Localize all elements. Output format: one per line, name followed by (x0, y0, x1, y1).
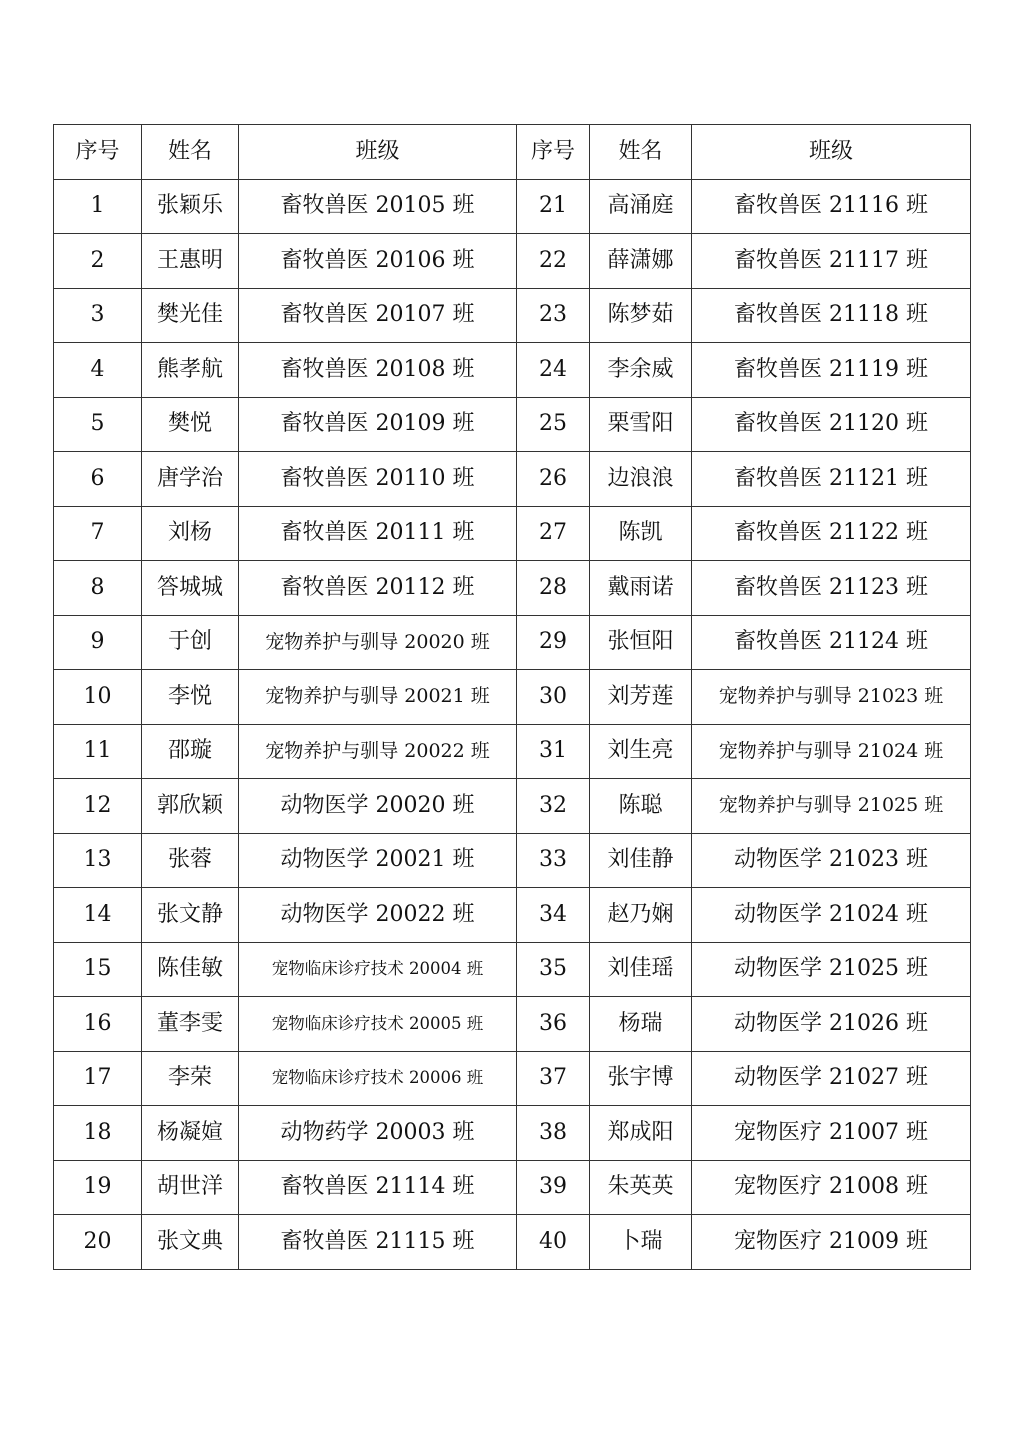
table-row (54, 942, 971, 997)
student-roster-table (53, 124, 971, 1270)
class-name-right: 畜牧兽医 21120 班 (692, 397, 971, 452)
class-name-left: 动物医学 20021 班 (239, 833, 517, 888)
class-name-left: 宠物养护与驯导 20022 班 (239, 724, 517, 779)
table-row (54, 234, 971, 289)
student-number-left: 12 (54, 779, 142, 834)
table-row (54, 1215, 971, 1270)
student-name-left: 董李雯 (142, 997, 239, 1052)
class-name-right: 宠物养护与驯导 21023 班 (692, 670, 971, 725)
class-name-right: 宠物养护与驯导 21024 班 (692, 724, 971, 779)
student-name-left: 张蓉 (142, 833, 239, 888)
student-name-right: 刘生亮 (590, 724, 692, 779)
class-name-left: 畜牧兽医 21115 班 (239, 1215, 517, 1270)
class-name-left: 畜牧兽医 21114 班 (239, 1160, 517, 1215)
class-name-left: 动物医学 20022 班 (239, 888, 517, 943)
table-row (54, 1106, 971, 1161)
student-name-left: 郭欣颖 (142, 779, 239, 834)
class-name-left: 畜牧兽医 20105 班 (239, 179, 517, 234)
class-name-right: 动物医学 21025 班 (692, 942, 971, 997)
student-name-right: 刘芳莲 (590, 670, 692, 725)
class-name-right: 畜牧兽医 21123 班 (692, 561, 971, 616)
student-name-left: 张颖乐 (142, 179, 239, 234)
student-number-left: 5 (54, 397, 142, 452)
class-name-right: 宠物养护与驯导 21025 班 (692, 779, 971, 834)
student-number-right: 21 (517, 179, 590, 234)
student-number-left: 10 (54, 670, 142, 725)
class-name-left: 动物医学 20020 班 (239, 779, 517, 834)
student-number-right: 28 (517, 561, 590, 616)
class-name-right: 宠物医疗 21008 班 (692, 1160, 971, 1215)
student-name-left: 杨凝媗 (142, 1106, 239, 1161)
student-name-right: 陈凯 (590, 506, 692, 561)
class-name-right: 畜牧兽医 21122 班 (692, 506, 971, 561)
class-name-left: 畜牧兽医 20111 班 (239, 506, 517, 561)
table-row (54, 615, 971, 670)
student-number-left: 19 (54, 1160, 142, 1215)
student-number-right: 32 (517, 779, 590, 834)
student-number-right: 33 (517, 833, 590, 888)
student-number-right: 40 (517, 1215, 590, 1270)
student-name-right: 李余威 (590, 343, 692, 398)
student-number-left: 11 (54, 724, 142, 779)
class-name-left: 宠物养护与驯导 20020 班 (239, 615, 517, 670)
student-name-right: 张恒阳 (590, 615, 692, 670)
student-number-right: 38 (517, 1106, 590, 1161)
student-number-right: 25 (517, 397, 590, 452)
student-name-right: 卜瑞 (590, 1215, 692, 1270)
class-name-left: 动物药学 20003 班 (239, 1106, 517, 1161)
class-name-right: 畜牧兽医 21121 班 (692, 452, 971, 507)
student-name-left: 陈佳敏 (142, 942, 239, 997)
table-row (54, 997, 971, 1052)
class-name-left: 畜牧兽医 20108 班 (239, 343, 517, 398)
student-number-left: 18 (54, 1106, 142, 1161)
student-name-left: 邵璇 (142, 724, 239, 779)
student-name-left: 张文典 (142, 1215, 239, 1270)
student-number-left: 20 (54, 1215, 142, 1270)
class-name-right: 动物医学 21026 班 (692, 997, 971, 1052)
student-number-left: 17 (54, 1051, 142, 1106)
student-name-left: 王惠明 (142, 234, 239, 289)
table-row (54, 343, 971, 398)
student-number-left: 6 (54, 452, 142, 507)
header-name-right: 姓名 (590, 125, 692, 180)
class-name-left: 宠物临床诊疗技术 20006 班 (239, 1051, 517, 1106)
student-name-left: 张文静 (142, 888, 239, 943)
class-name-left: 宠物临床诊疗技术 20004 班 (239, 942, 517, 997)
student-name-right: 刘佳瑶 (590, 942, 692, 997)
class-name-right: 动物医学 21027 班 (692, 1051, 971, 1106)
student-number-left: 13 (54, 833, 142, 888)
table-row (54, 397, 971, 452)
student-number-right: 27 (517, 506, 590, 561)
student-number-right: 23 (517, 288, 590, 343)
student-name-right: 赵乃娴 (590, 888, 692, 943)
header-class-left: 班级 (239, 125, 517, 180)
student-name-left: 刘杨 (142, 506, 239, 561)
student-name-left: 樊光佳 (142, 288, 239, 343)
student-name-right: 陈梦茹 (590, 288, 692, 343)
student-number-left: 2 (54, 234, 142, 289)
student-name-left: 李悦 (142, 670, 239, 725)
student-number-left: 7 (54, 506, 142, 561)
student-number-left: 8 (54, 561, 142, 616)
class-name-left: 畜牧兽医 20107 班 (239, 288, 517, 343)
student-name-left: 樊悦 (142, 397, 239, 452)
class-name-left: 宠物临床诊疗技术 20005 班 (239, 997, 517, 1052)
class-name-left: 畜牧兽医 20106 班 (239, 234, 517, 289)
student-number-right: 26 (517, 452, 590, 507)
student-name-right: 高涌庭 (590, 179, 692, 234)
class-name-left: 畜牧兽医 20112 班 (239, 561, 517, 616)
student-number-right: 29 (517, 615, 590, 670)
student-name-left: 熊孝航 (142, 343, 239, 398)
student-name-right: 边浪浪 (590, 452, 692, 507)
class-name-left: 畜牧兽医 20109 班 (239, 397, 517, 452)
student-number-left: 15 (54, 942, 142, 997)
student-name-right: 戴雨诺 (590, 561, 692, 616)
student-number-right: 22 (517, 234, 590, 289)
student-name-right: 薛潇娜 (590, 234, 692, 289)
table-row (54, 506, 971, 561)
header-number-right: 序号 (517, 125, 590, 180)
student-name-left: 答城城 (142, 561, 239, 616)
table-row (54, 724, 971, 779)
student-number-left: 16 (54, 997, 142, 1052)
class-name-right: 畜牧兽医 21124 班 (692, 615, 971, 670)
roster-sheet (53, 124, 970, 1270)
class-name-right: 动物医学 21024 班 (692, 888, 971, 943)
student-name-right: 朱英英 (590, 1160, 692, 1215)
header-name-left: 姓名 (142, 125, 239, 180)
student-number-right: 34 (517, 888, 590, 943)
student-name-right: 郑成阳 (590, 1106, 692, 1161)
class-name-right: 畜牧兽医 21119 班 (692, 343, 971, 398)
class-name-left: 宠物养护与驯导 20021 班 (239, 670, 517, 725)
class-name-right: 宠物医疗 21007 班 (692, 1106, 971, 1161)
student-name-left: 李荣 (142, 1051, 239, 1106)
table-row (54, 288, 971, 343)
header-number-left: 序号 (54, 125, 142, 180)
student-name-right: 杨瑞 (590, 997, 692, 1052)
student-number-right: 31 (517, 724, 590, 779)
table-row (54, 1051, 971, 1106)
class-name-left: 畜牧兽医 20110 班 (239, 452, 517, 507)
student-name-right: 栗雪阳 (590, 397, 692, 452)
student-number-right: 37 (517, 1051, 590, 1106)
student-name-left: 胡世洋 (142, 1160, 239, 1215)
student-number-left: 14 (54, 888, 142, 943)
student-name-right: 陈聪 (590, 779, 692, 834)
table-row (54, 833, 971, 888)
table-row (54, 179, 971, 234)
header-class-right: 班级 (692, 125, 971, 180)
table-row (54, 452, 971, 507)
student-number-right: 39 (517, 1160, 590, 1215)
student-name-left: 于创 (142, 615, 239, 670)
class-name-right: 畜牧兽医 21116 班 (692, 179, 971, 234)
student-number-left: 1 (54, 179, 142, 234)
table-row (54, 561, 971, 616)
class-name-right: 畜牧兽医 21118 班 (692, 288, 971, 343)
student-number-left: 3 (54, 288, 142, 343)
student-name-right: 张宇博 (590, 1051, 692, 1106)
student-name-right: 刘佳静 (590, 833, 692, 888)
class-name-right: 动物医学 21023 班 (692, 833, 971, 888)
table-row (54, 888, 971, 943)
student-number-right: 24 (517, 343, 590, 398)
class-name-right: 宠物医疗 21009 班 (692, 1215, 971, 1270)
student-number-left: 4 (54, 343, 142, 398)
table-row (54, 670, 971, 725)
student-number-right: 36 (517, 997, 590, 1052)
table-row (54, 779, 971, 834)
header-row (54, 125, 971, 180)
student-number-right: 30 (517, 670, 590, 725)
roster-body (54, 179, 971, 1269)
student-number-left: 9 (54, 615, 142, 670)
class-name-right: 畜牧兽医 21117 班 (692, 234, 971, 289)
student-number-right: 35 (517, 942, 590, 997)
table-row (54, 1160, 971, 1215)
student-name-left: 唐学治 (142, 452, 239, 507)
